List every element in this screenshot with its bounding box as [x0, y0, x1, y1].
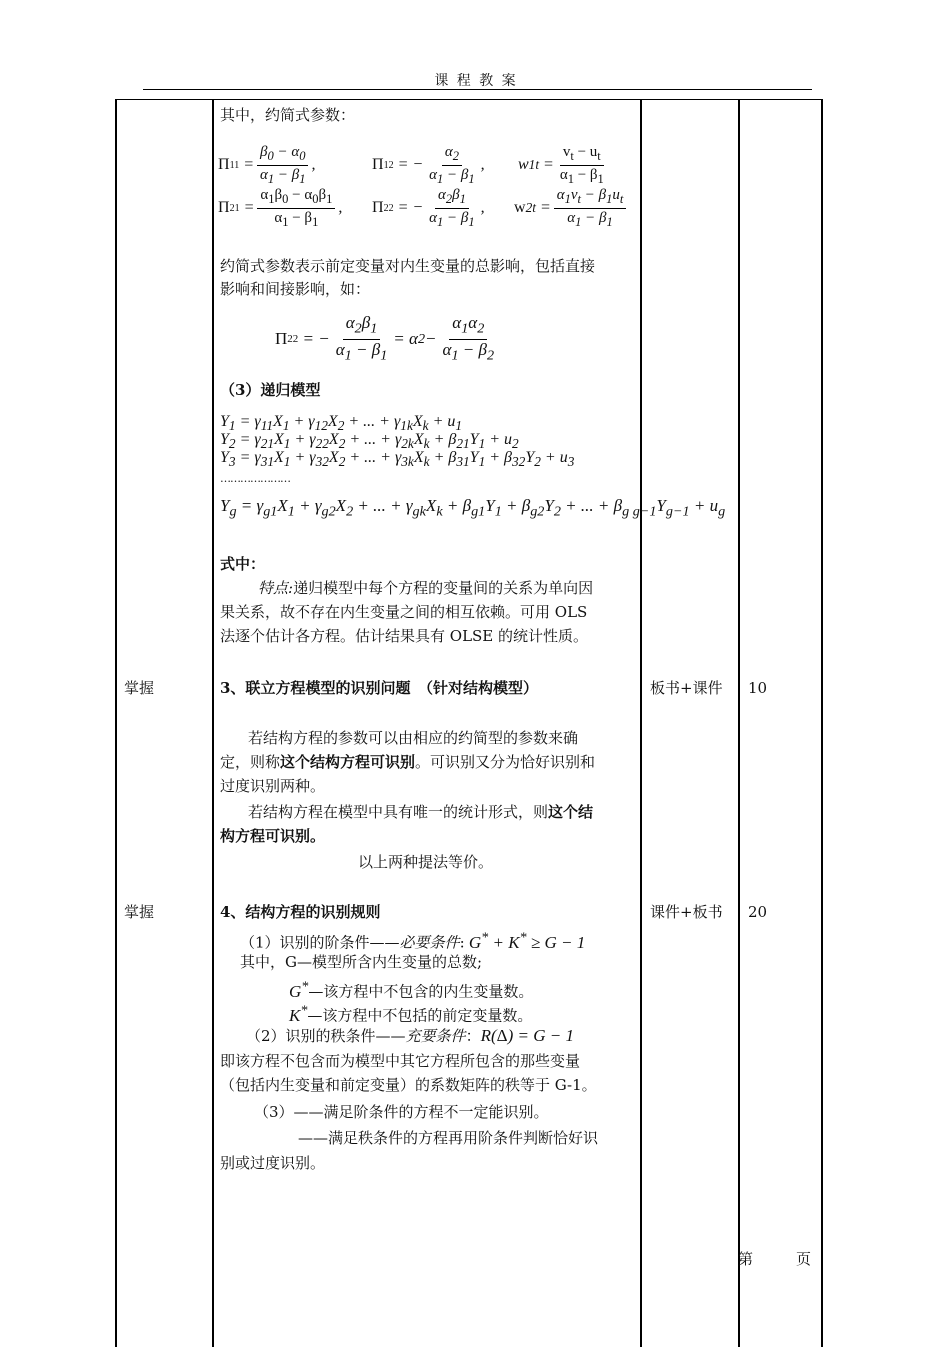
section3-para2-line1: [248, 801, 593, 824]
mastery-label-section4: 掌握: [124, 903, 155, 921]
order-condition-note-gstar-text: —该方程中不包含的内生变量数。: [308, 982, 534, 1001]
section3-para1-line2-bold: 这个结构方程可识别: [280, 753, 416, 771]
order-condition-note-kstar-text: —该方程中不包括的前定变量数。: [307, 1006, 533, 1025]
table-border-left: [115, 99, 117, 1347]
recursive-equation-g: $Y_g = \gamma_{g1}X_1 + \gamma_{g2}X_2$ + ... + $\gamma_{gk}X_k + \beta_{g1}Y_1 + \beta_{g2}Y_2$ + ... + $\beta_{g g-1}Y_{g-1} + u_g$: [220, 496, 726, 520]
note-3-line1: （3）——满足阶条件的方程不一定能识别。: [254, 1103, 549, 1121]
order-condition-formula: G* + K* ≥ G − 1: [464, 929, 586, 952]
time-label-section3: 10: [748, 679, 768, 697]
page-number-di: 第: [738, 1250, 754, 1268]
table-divider-1: [212, 99, 214, 1347]
intro-text: 其中，约简式参数：: [220, 106, 356, 124]
section3-para3: 以上两种提法等价。: [358, 853, 494, 871]
formula-pi12: Π 12 = − $\frac{\alpha_2}{\alpha_1 - \beta_1}$ ,: [372, 143, 485, 186]
table-border-right: [821, 99, 823, 1347]
order-condition-note-gstar: G*—该方程中不包含的内生变量数。: [289, 978, 534, 1001]
feature-line1: [220, 577, 593, 600]
feature-label: 特点:: [258, 579, 294, 597]
section3-para1-line2-a: 定，则称: [220, 753, 281, 771]
section3-para1-line3: 过度识别两种。: [220, 777, 326, 795]
rank-condition-explain-2: （包括内生变量和前定变量）的系数矩阵的秩等于 G-1。: [220, 1076, 597, 1094]
formula-pi11: Π 11 = $\frac{\beta_0 - \alpha_0}{\alpha_1 - \beta_1}$ ,: [218, 143, 316, 186]
recursive-equation-1: $Y_1 = \gamma_{11}X_1 + \gamma_{12}X_2$ + ... + $\gamma_{1k}X_k + u_1$: [220, 413, 463, 434]
rank-condition-formula: R(Δ) = G − 1: [480, 1026, 574, 1045]
order-condition-label: （1）识别的阶条件——: [240, 933, 400, 952]
page-number-ye: 页: [796, 1250, 812, 1268]
reduced-param-explanation-line1: 约简式参数表示前定变量对内生变量的总影响，包括直接: [220, 257, 596, 275]
rank-condition-label: （2）识别的秩条件——: [246, 1027, 406, 1045]
section3-para2-line2: 构方程可识别。: [220, 827, 326, 845]
page-header-title: 课 程 教 案: [434, 73, 518, 89]
section3-para2-line1-bold: 这个结: [548, 803, 594, 821]
formula-pi21: Π 21 = $\frac{\alpha_1\beta_0 - \alpha_0\beta_1}{\alpha_1 - \beta_1}$ ,: [218, 186, 343, 229]
section3-heading: 3、联立方程模型的识别问题 （针对结构模型）: [220, 679, 538, 697]
recursive-equation-ellipsis: …………………: [220, 472, 290, 485]
rank-condition-line: （2）识别的秩条件——充要条件：R(Δ) = G − 1: [246, 1026, 574, 1045]
feature-text-1: 递归模型中每个方程的变量间的关系为单向因: [293, 579, 594, 597]
rank-condition-sufficient: 充要条件: [405, 1027, 466, 1045]
section3-para1-line2: [220, 751, 595, 774]
formula-w2t: w 2t = $\frac{\alpha_1v_t - \beta_1u_t}{\alpha_1 - \beta_1}$: [514, 186, 629, 230]
section3-para1-line2-c: 。可识别又分为恰好识别和: [415, 753, 596, 771]
recursive-model-heading-text: （3）递归模型: [220, 381, 321, 399]
order-condition-note-kstar: K*—该方程中不包括的前定变量数。: [289, 1002, 533, 1025]
recursive-equation-3: $Y_3 = \gamma_{31}X_1 + \gamma_{32}X_2$ + ... + $\gamma_{3k}X_k + \beta_{31}Y_1 + \beta_{32}Y_2 + u_3$: [220, 449, 575, 470]
section3-para2-line1-a: 若结构方程在模型中具有唯一的统计形式，则: [248, 803, 549, 821]
note-3-line3: 别或过度识别。: [220, 1154, 326, 1172]
feature-line3: 法逐个估计各方程。估计结果具有 OLSE 的统计性质。: [220, 627, 589, 645]
table-divider-3: [738, 99, 740, 1347]
section4-heading: 4、结构方程的识别规则: [220, 903, 381, 921]
formula-pi22-decomposition: Π 22 = − $\frac{\alpha_2\beta_1}{\alpha_1 - \beta_1}$ = α 2 − $\frac{\alpha_1\alpha_2}{\alpha_1 - \beta_2}$: [275, 313, 495, 363]
note-3-line2: ——满足秩条件的方程再用阶条件判断恰好识: [298, 1129, 599, 1147]
shizhong-label: 式中：: [220, 555, 266, 573]
table-divider-2: [640, 99, 642, 1347]
formula-w1t: w 1t = $\frac{v_t - u_t}{\alpha_1 - \beta_1}$: [518, 143, 604, 186]
recursive-equation-2: $Y_2 = \gamma_{21}X_1 + \gamma_{22}X_2$ + ... + $\gamma_{2k}X_k + \beta_{21}Y_1 + u_2$: [220, 431, 519, 452]
feature-line2: 果关系，故不存在内生变量之间的相互依赖。可用 OLS: [220, 603, 588, 621]
table-top-border: [115, 99, 823, 100]
time-label-section4: 20: [748, 903, 768, 921]
method-label-section4: 课件+板书: [650, 903, 723, 921]
formula-pi22: Π 22 = − $\frac{\alpha_2\beta_1}{\alpha_1 - \beta_1}$ ,: [372, 186, 485, 229]
recursive-model-heading: [220, 379, 320, 402]
rank-condition-explain-1: 即该方程不包含而为模型中其它方程所包含的那些变量: [220, 1052, 581, 1070]
order-condition-line: （1）识别的阶条件——必要条件: G* + K* ≥ G − 1: [240, 929, 586, 952]
header-rule: [143, 89, 812, 90]
order-condition-necessary: 必要条件: [399, 933, 460, 952]
reduced-param-explanation-line2: 影响和间接影响，如：: [220, 280, 371, 298]
order-condition-note-g: 其中，G—模型所含内生变量的总数;: [240, 953, 483, 971]
mastery-label-section3: 掌握: [124, 679, 155, 697]
method-label-section3: 板书+课件: [650, 679, 723, 697]
section3-para1-line1: 若结构方程的参数可以由相应的约简型的参数来确: [248, 729, 579, 747]
